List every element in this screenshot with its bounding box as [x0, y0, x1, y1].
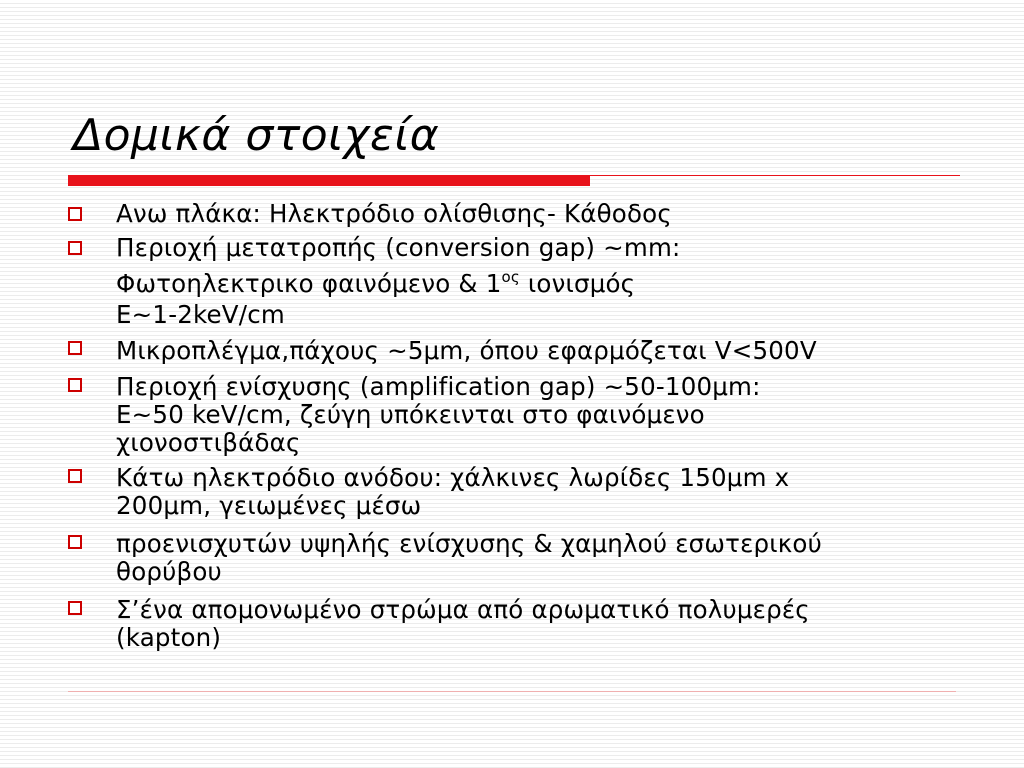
- bullet-text-continuation: (kapton): [116, 623, 222, 652]
- bullet-text: Περιοχή ενίσχυσης (amplification gap) ~50-100μm:: [116, 372, 761, 401]
- bullet-text-continuation: χιονοστιβάδας: [116, 428, 301, 457]
- bullet-text: Σ’ένα απομονωμένο στρώμα από αρωματικό πολυμερές: [116, 595, 810, 624]
- bullet-subline: E~1-2keV/cm: [116, 300, 285, 329]
- bullet-square-icon: [68, 341, 82, 355]
- title-underline-thin: [590, 175, 960, 176]
- slide-title: Δομικά στοιχεία: [73, 110, 440, 161]
- title-underline-thick: [68, 175, 590, 186]
- bullet-text-continuation: θορύβου: [116, 557, 222, 586]
- bullet-text: Ανω πλάκα: Ηλεκτρόδιο ολίσθισης- Κάθοδος: [116, 199, 672, 228]
- footer-divider: [68, 691, 956, 692]
- bullet-text: Περιοχή μετατροπής (conversion gap) ~mm:: [116, 233, 681, 262]
- bullet-square-icon: [68, 535, 82, 549]
- bullet-text-continuation: E~50 keV/cm, ζεύγη υπόκεινται στο φαινόμενο: [116, 400, 705, 429]
- superscript: ος: [501, 268, 520, 286]
- bullet-square-icon: [68, 378, 82, 392]
- bullet-square-icon: [68, 469, 82, 483]
- bullet-square-icon: [68, 207, 82, 221]
- bullet-text: προενισχυτών υψηλής ενίσχυσης & χαμηλού εσωτερικού: [116, 529, 822, 558]
- text-part: ιονισμός: [527, 269, 636, 298]
- bullet-square-icon: [68, 601, 82, 615]
- bullet-text: Κάτω ηλεκτρόδιο ανόδου: χάλκινες λωρίδες 150μm x: [116, 463, 790, 492]
- bullet-text-continuation: [116, 262, 635, 299]
- bullet-text: Μικροπλέγμα,πάχους ~5μm, όπου εφαρμόζεται V<500V: [116, 336, 817, 365]
- text-part: Φωτοηλεκτρικο φαινόμενο & 1: [116, 269, 502, 298]
- bullet-square-icon: [68, 241, 82, 255]
- bullet-text-continuation: 200μm, γειωμένες μέσω: [116, 491, 422, 520]
